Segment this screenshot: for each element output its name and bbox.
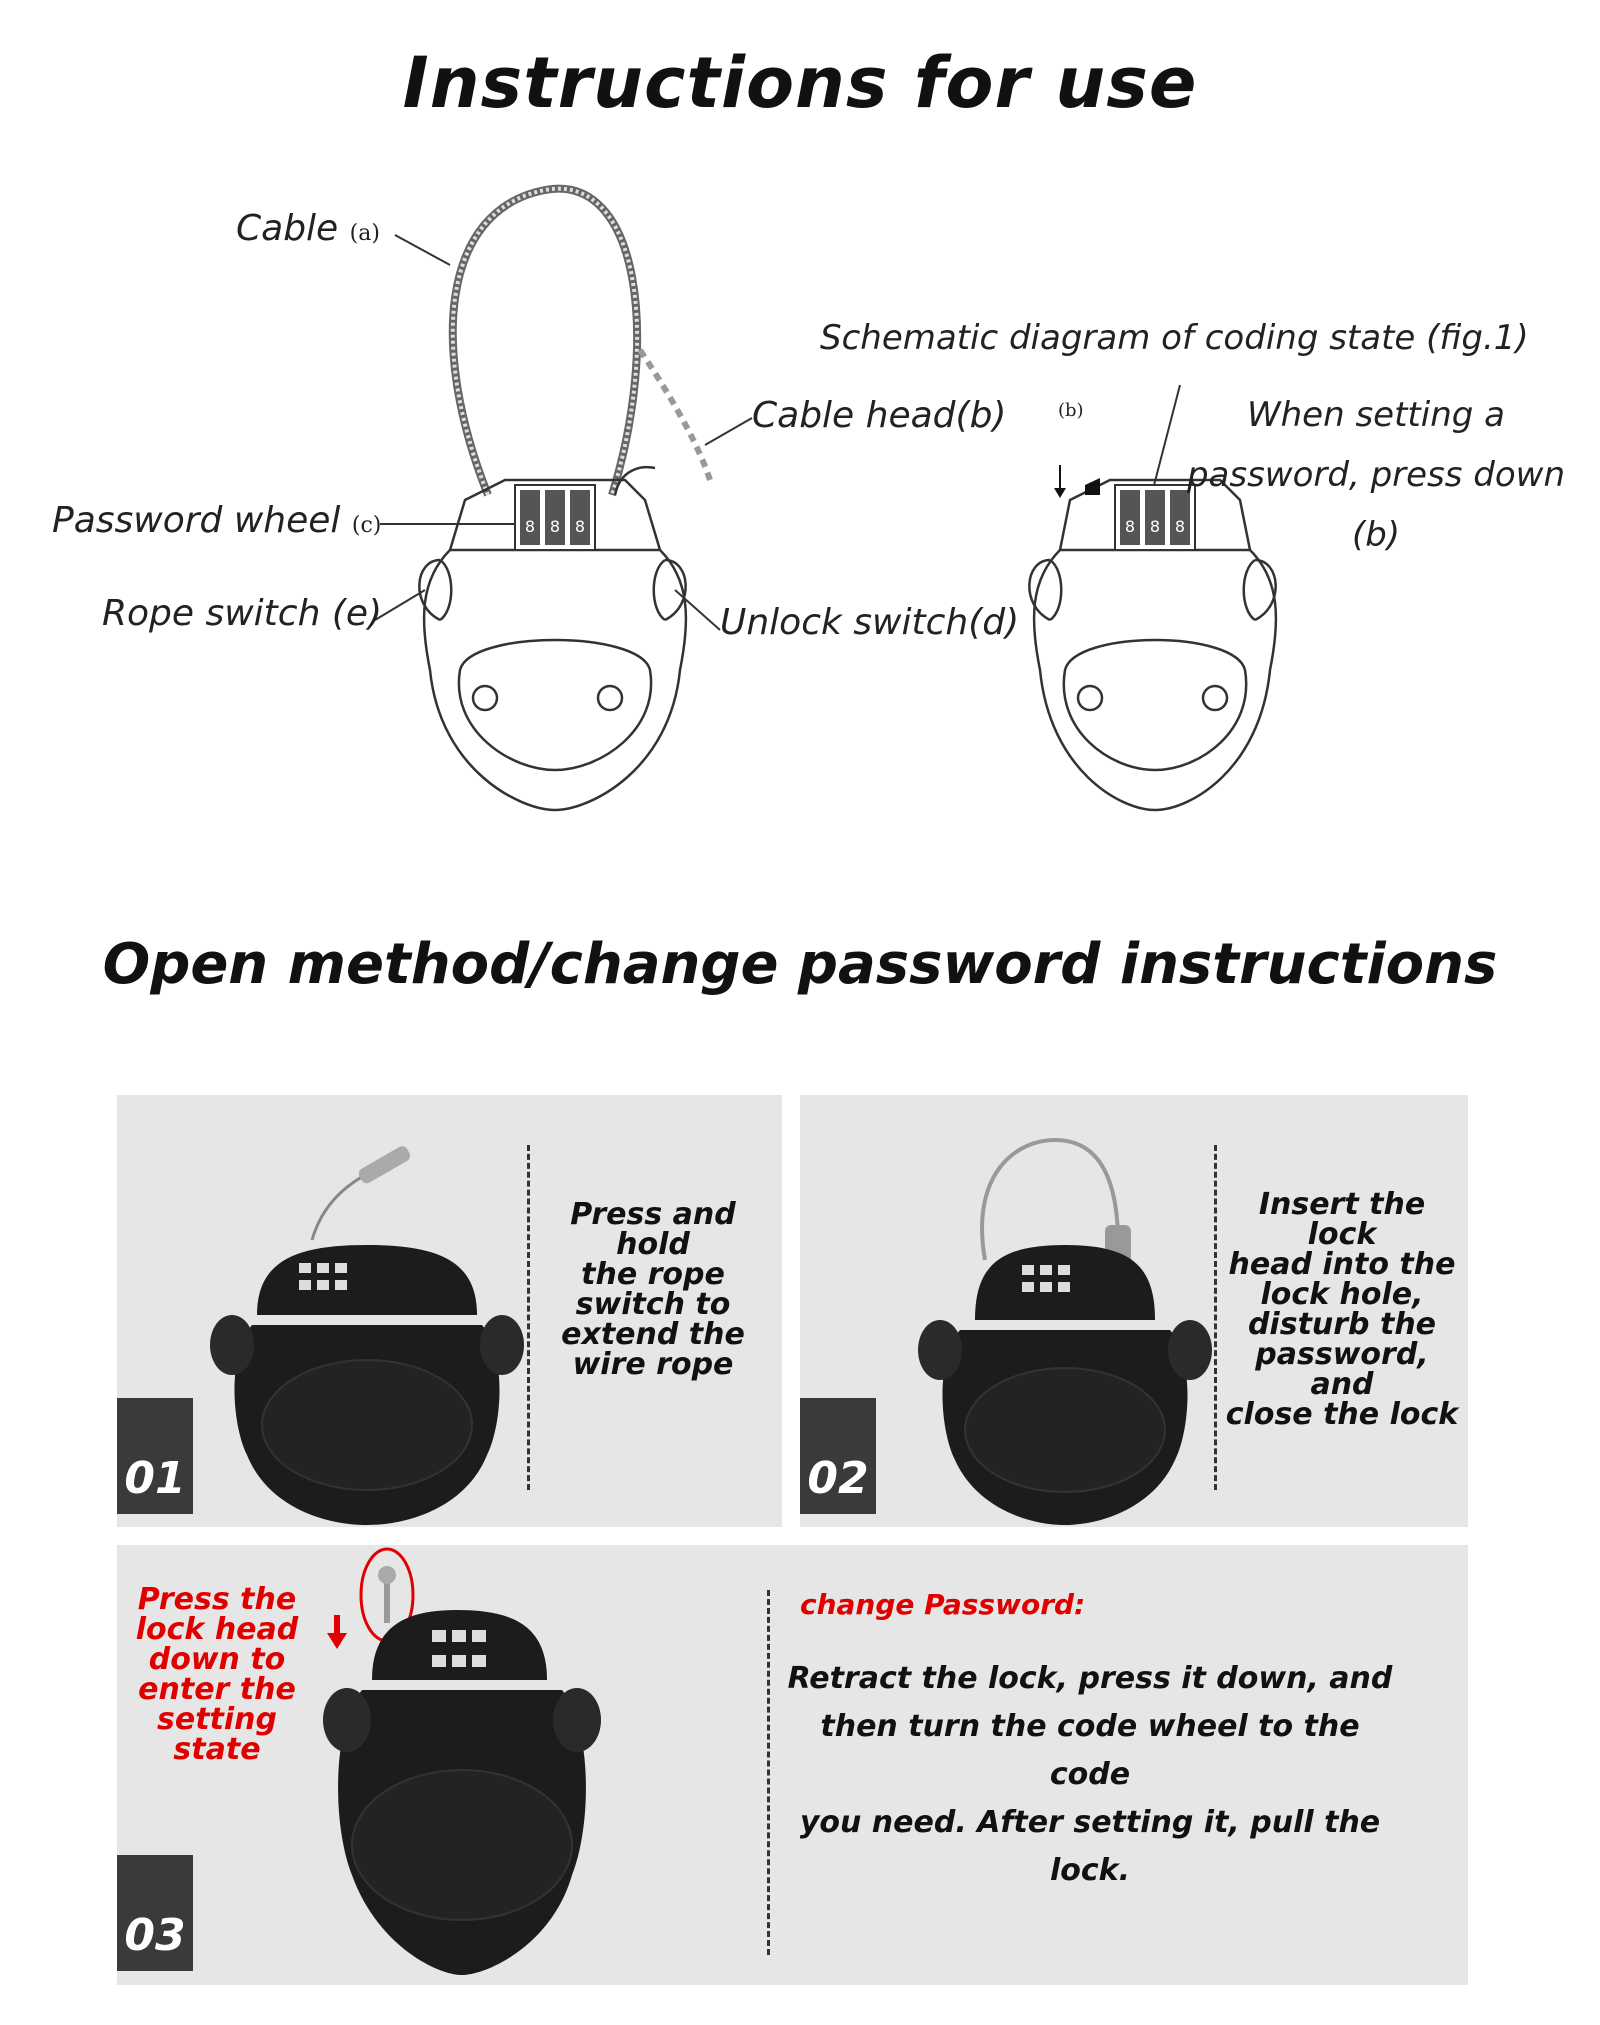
step-number-01: 01 [117,1398,193,1514]
leader-lines [375,235,752,630]
step-hint-03: Press the lock head down to enter the setting state [135,1582,299,1767]
change-password-title: change Password: [800,1588,1086,1621]
wheel-digit: 8 [574,517,586,536]
b-tag: (b) [1058,400,1084,421]
password-wheel-label: Password wheel (c) [52,500,382,541]
wheel-digit: 8 [524,517,536,536]
wheel-digit: 8 [1174,517,1186,536]
change-password-text: Retract the lock, press it down, and then turn the code wheel to the code you need. After setting it, pull the lock. [787,1661,1393,1888]
rope-switch-label: Rope switch (e) [102,593,383,634]
step-text-02: Insert the lock head into the lock hole, disturb the password, and close the lock [1225,1187,1459,1432]
password-wheel-fig1 [1054,465,1195,550]
wheel-digit: 8 [549,517,561,536]
divider-02 [1214,1145,1217,1490]
cable-head-label: Cable head(b) [752,395,1007,436]
wheel-digit: 8 [1124,517,1136,536]
wheel-digit: 8 [1149,517,1161,536]
divider-01 [527,1145,530,1490]
section-title: Open method/change password instructions [102,932,1498,997]
setting-note: When setting a password, press down (b) [1186,395,1566,555]
cable-label: Cable (a) [236,208,380,249]
page-title: Instructions for use [402,42,1198,124]
schematic-caption: Schematic diagram of coding state (fig.1) [820,318,1529,358]
step-text-01: Press and hold the rope switch to extend the wire rope [561,1197,745,1382]
step-number-02: 02 [800,1398,876,1514]
divider-03 [767,1590,770,1955]
step-number-03: 03 [117,1855,193,1971]
unlock-switch-label: Unlock switch(d) [720,602,1020,643]
